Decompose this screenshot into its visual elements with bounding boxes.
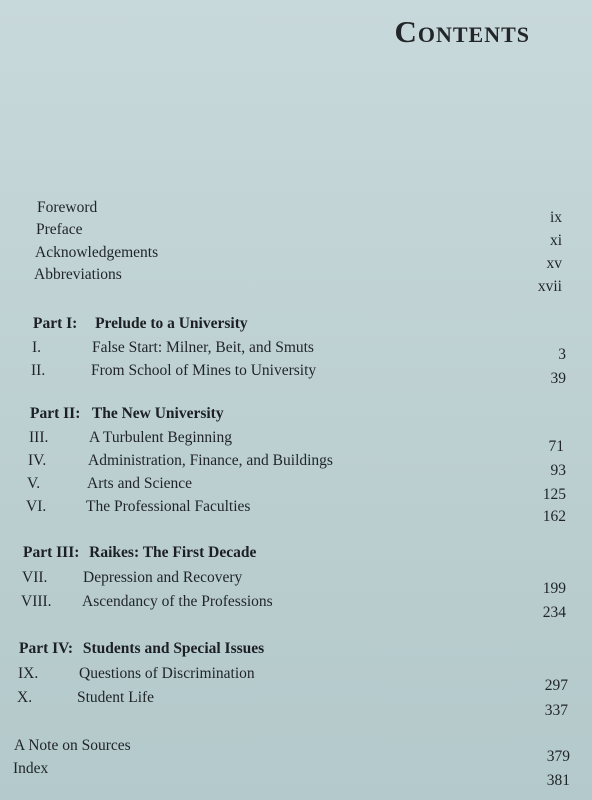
chapter-numeral: IV.: [28, 452, 47, 469]
toc-page-index: 381: [546, 772, 570, 789]
page-title: Contents: [394, 14, 530, 49]
part-label: Part I:: [33, 315, 78, 332]
chapter-numeral: V.: [27, 475, 41, 492]
toc-page-note-on-sources: 379: [546, 748, 570, 765]
part-title: Prelude to a University: [95, 315, 248, 332]
chapter-title: Arts and Science: [87, 475, 193, 492]
part-heading-2: [30, 405, 224, 423]
chapter-title: The Professional Faculties: [86, 498, 251, 515]
chapter-numeral: II.: [31, 362, 46, 379]
chapter-page: 337: [544, 702, 568, 719]
part-title: Students and Special Issues: [82, 640, 265, 657]
chapter-title: False Start: Milner, Beit, and Smuts: [92, 339, 314, 356]
chapter-page: 199: [542, 580, 566, 597]
chapter-page: 162: [542, 508, 566, 525]
part-label: Part III:: [23, 544, 80, 561]
chapter-title: A Turbulent Beginning: [89, 429, 232, 446]
chapter-page: 39: [550, 370, 566, 387]
part-label: Part IV:: [19, 640, 74, 657]
chapter-numeral: VI.: [26, 498, 47, 515]
chapter-title: From School of Mines to University: [91, 362, 317, 379]
part-title: Raikes: The First Decade: [89, 544, 257, 561]
chapter-title: Questions of Discrimination: [79, 665, 255, 682]
part-heading-4: [19, 640, 264, 658]
toc-page-acknowledgements: xv: [546, 255, 562, 272]
chapter-title: Administration, Finance, and Buildings: [88, 452, 333, 469]
chapter-page: 125: [542, 486, 566, 503]
chapter-title: Student Life: [77, 689, 155, 706]
toc-entry-acknowledgements: Acknowledgements: [35, 244, 159, 261]
toc-entry-abbreviations: Abbreviations: [34, 266, 122, 283]
chapter-numeral: I.: [32, 339, 42, 356]
toc-entry-preface: Preface: [36, 221, 83, 238]
chapter-numeral: VII.: [22, 569, 48, 586]
chapter-page: 71: [548, 438, 564, 455]
chapter-numeral: X.: [17, 689, 33, 706]
chapter-page: 297: [544, 677, 568, 694]
toc-page-preface: xi: [549, 232, 562, 249]
chapter-title: Depression and Recovery: [83, 569, 243, 586]
toc-entry-foreword: Foreword: [37, 199, 98, 216]
chapter-title: Ascendancy of the Professions: [82, 593, 273, 610]
part-title: The New University: [91, 405, 224, 422]
part-heading-3: [23, 544, 256, 562]
toc-entry-note-on-sources: A Note on Sources: [14, 737, 131, 754]
toc-entry-index: Index: [13, 760, 49, 777]
chapter-page: 93: [550, 462, 566, 479]
chapter-numeral: IX.: [18, 665, 39, 682]
chapter-page: 234: [542, 604, 566, 621]
toc-page-abbreviations: xvii: [537, 278, 562, 295]
chapter-page: 3: [558, 346, 566, 363]
chapter-numeral: VIII.: [21, 593, 52, 610]
chapter-numeral: III.: [29, 429, 49, 446]
toc-page-foreword: ix: [549, 209, 562, 226]
part-heading-1: [33, 315, 248, 333]
part-label: Part II:: [30, 405, 81, 422]
